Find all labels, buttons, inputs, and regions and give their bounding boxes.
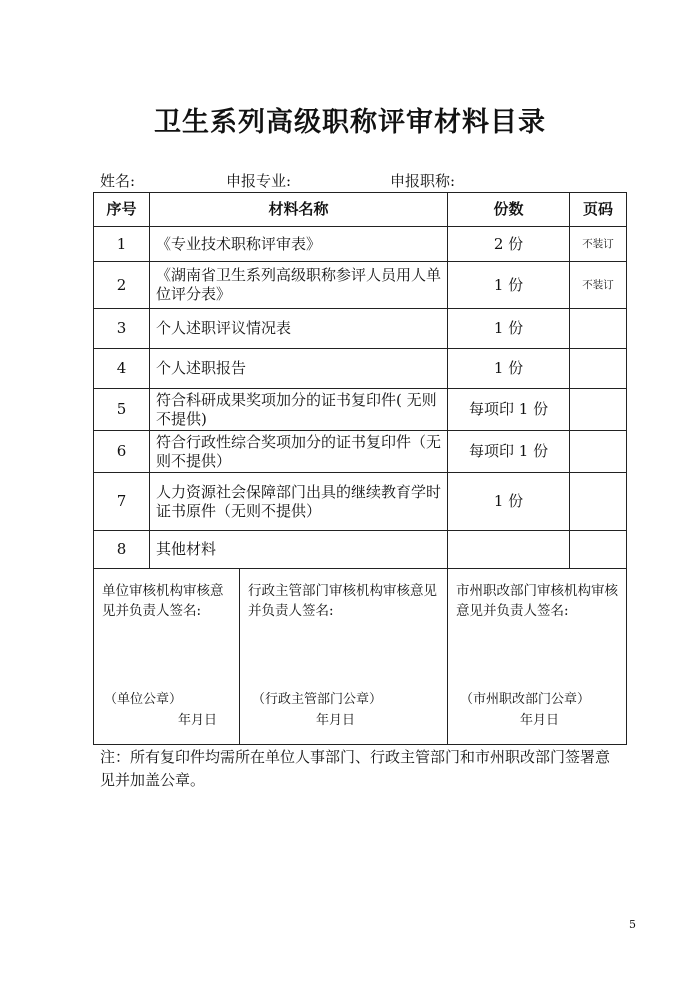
row-page (570, 473, 627, 531)
materials-table (93, 192, 627, 745)
row-copies: 1 份 (448, 349, 570, 389)
table-row (94, 389, 627, 431)
seal-text: （行政主管部门公章） (252, 692, 383, 707)
table-row (94, 309, 627, 349)
major-label: 申报专业: (226, 172, 292, 190)
date-text: 年月日 (316, 713, 356, 728)
header-page: 页码 (570, 193, 627, 227)
row-material: 《湖南省卫生系列高级职称参评人员用人单位评分表》 (150, 262, 448, 309)
footnote: 注：所有复印件均需所在单位人事部门、行政主管部门和市州职改部门签署意见并加盖公章。 (100, 748, 611, 789)
row-page: 不装订 (570, 227, 627, 262)
row-page (570, 431, 627, 473)
name-label: 姓名: (100, 172, 136, 190)
row-material: 符合行政性综合奖项加分的证书复印件（无则不提供） (150, 431, 448, 473)
signature-label: 行政主管部门审核机构审核意见并负责人签名: (248, 583, 437, 619)
row-num: 7 (94, 473, 150, 531)
table-row (94, 473, 627, 531)
header-copies: 份数 (448, 193, 570, 227)
row-num: 1 (94, 227, 150, 262)
date-text: 年月日 (520, 713, 560, 728)
row-material: 个人述职评议情况表 (150, 309, 448, 349)
row-page: 不装订 (570, 262, 627, 309)
seal-text: （单位公章） (104, 692, 183, 707)
row-page (570, 309, 627, 349)
row-page (570, 531, 627, 569)
row-copies: 1 份 (448, 309, 570, 349)
table-row (94, 431, 627, 473)
row-material: 其他材料 (150, 531, 448, 569)
signature-row (94, 569, 627, 745)
row-copies: 每项印 1 份 (448, 389, 570, 431)
table-header-row (94, 193, 627, 227)
table-row (94, 531, 627, 569)
row-page (570, 349, 627, 389)
row-num: 6 (94, 431, 150, 473)
row-num: 8 (94, 531, 150, 569)
row-page (570, 389, 627, 431)
signature-label: 单位审核机构审核意见并负责人签名: (102, 583, 224, 619)
row-copies: 1 份 (448, 473, 570, 531)
row-copies (448, 531, 570, 569)
row-copies: 1 份 (448, 262, 570, 309)
table-row (94, 349, 627, 389)
row-num: 5 (94, 389, 150, 431)
row-num: 4 (94, 349, 150, 389)
page-number: 5 (629, 918, 636, 931)
row-copies: 2 份 (448, 227, 570, 262)
signature-cell-city (448, 569, 627, 745)
date-text: 年月日 (178, 713, 218, 728)
document-title: 卫生系列高级职称评审材料目录 (154, 107, 546, 138)
row-num: 2 (94, 262, 150, 309)
rank-label: 申报职称: (390, 172, 456, 190)
table-row (94, 227, 627, 262)
row-material: 人力资源社会保障部门出具的继续教育学时证书原件（无则不提供） (150, 473, 448, 531)
row-material: 个人述职报告 (150, 349, 448, 389)
signature-label: 市州职改部门审核机构审核意见并负责人签名: (456, 583, 619, 619)
row-copies: 每项印 1 份 (448, 431, 570, 473)
signature-cell-admin (240, 569, 448, 745)
signature-cell-unit (94, 569, 240, 745)
header-material: 材料名称 (150, 193, 448, 227)
header-num: 序号 (94, 193, 150, 227)
seal-text: （市州职改部门公章） (460, 692, 591, 707)
row-material: 《专业技术职称评审表》 (150, 227, 448, 262)
table-row (94, 262, 627, 309)
row-material: 符合科研成果奖项加分的证书复印件( 无则不提供) (150, 389, 448, 431)
row-num: 3 (94, 309, 150, 349)
